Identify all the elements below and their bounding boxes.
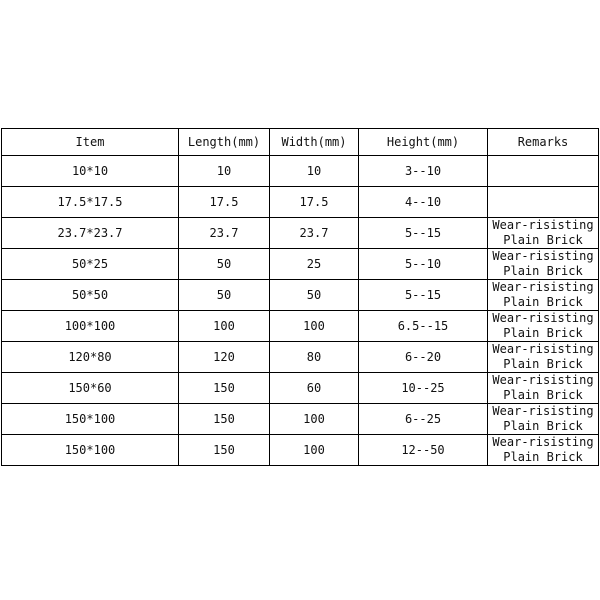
cell-length: 150 [179,373,270,404]
cell-length: 50 [179,249,270,280]
cell-remarks: Wear-risisting Plain Brick [488,342,599,373]
cell-length: 120 [179,342,270,373]
cell-item: 50*50 [2,280,179,311]
cell-height: 3--10 [359,156,488,187]
cell-item: 10*10 [2,156,179,187]
cell-width: 25 [270,249,359,280]
column-header-length: Length(mm) [179,129,270,156]
cell-remarks [488,156,599,187]
table-row [2,373,599,404]
cell-remarks: Wear-risisting Plain Brick [488,373,599,404]
cell-width: 17.5 [270,187,359,218]
cell-item: 150*100 [2,404,179,435]
cell-item: 150*60 [2,373,179,404]
table-header-row [2,129,599,156]
cell-height: 6--20 [359,342,488,373]
column-header-remarks: Remarks [488,129,599,156]
cell-length: 150 [179,404,270,435]
cell-width: 100 [270,404,359,435]
cell-height: 12--50 [359,435,488,466]
column-header-width: Width(mm) [270,129,359,156]
cell-width: 60 [270,373,359,404]
table-row [2,342,599,373]
cell-length: 10 [179,156,270,187]
cell-item: 120*80 [2,342,179,373]
cell-remarks [488,187,599,218]
cell-width: 100 [270,435,359,466]
cell-remarks: Wear-risisting Plain Brick [488,280,599,311]
cell-length: 17.5 [179,187,270,218]
cell-width: 10 [270,156,359,187]
cell-remarks: Wear-risisting Plain Brick [488,404,599,435]
cell-item: 150*100 [2,435,179,466]
cell-width: 50 [270,280,359,311]
cell-width: 100 [270,311,359,342]
table-row [2,280,599,311]
cell-remarks: Wear-risisting Plain Brick [488,218,599,249]
cell-remarks: Wear-risisting Plain Brick [488,249,599,280]
cell-height: 10--25 [359,373,488,404]
spec-table [1,128,599,466]
cell-item: 17.5*17.5 [2,187,179,218]
cell-length: 150 [179,435,270,466]
cell-height: 4--10 [359,187,488,218]
column-header-item: Item [2,129,179,156]
table-row [2,156,599,187]
cell-height: 5--15 [359,218,488,249]
table-row [2,311,599,342]
cell-item: 23.7*23.7 [2,218,179,249]
cell-remarks: Wear-risisting Plain Brick [488,311,599,342]
table-row [2,404,599,435]
cell-length: 100 [179,311,270,342]
cell-item: 50*25 [2,249,179,280]
cell-width: 23.7 [270,218,359,249]
cell-height: 5--15 [359,280,488,311]
cell-width: 80 [270,342,359,373]
cell-item: 100*100 [2,311,179,342]
cell-length: 50 [179,280,270,311]
cell-remarks: Wear-risisting Plain Brick [488,435,599,466]
cell-length: 23.7 [179,218,270,249]
column-header-height: Height(mm) [359,129,488,156]
table-row [2,187,599,218]
table-row [2,435,599,466]
cell-height: 5--10 [359,249,488,280]
cell-height: 6--25 [359,404,488,435]
table-row [2,249,599,280]
cell-height: 6.5--15 [359,311,488,342]
table-row [2,218,599,249]
